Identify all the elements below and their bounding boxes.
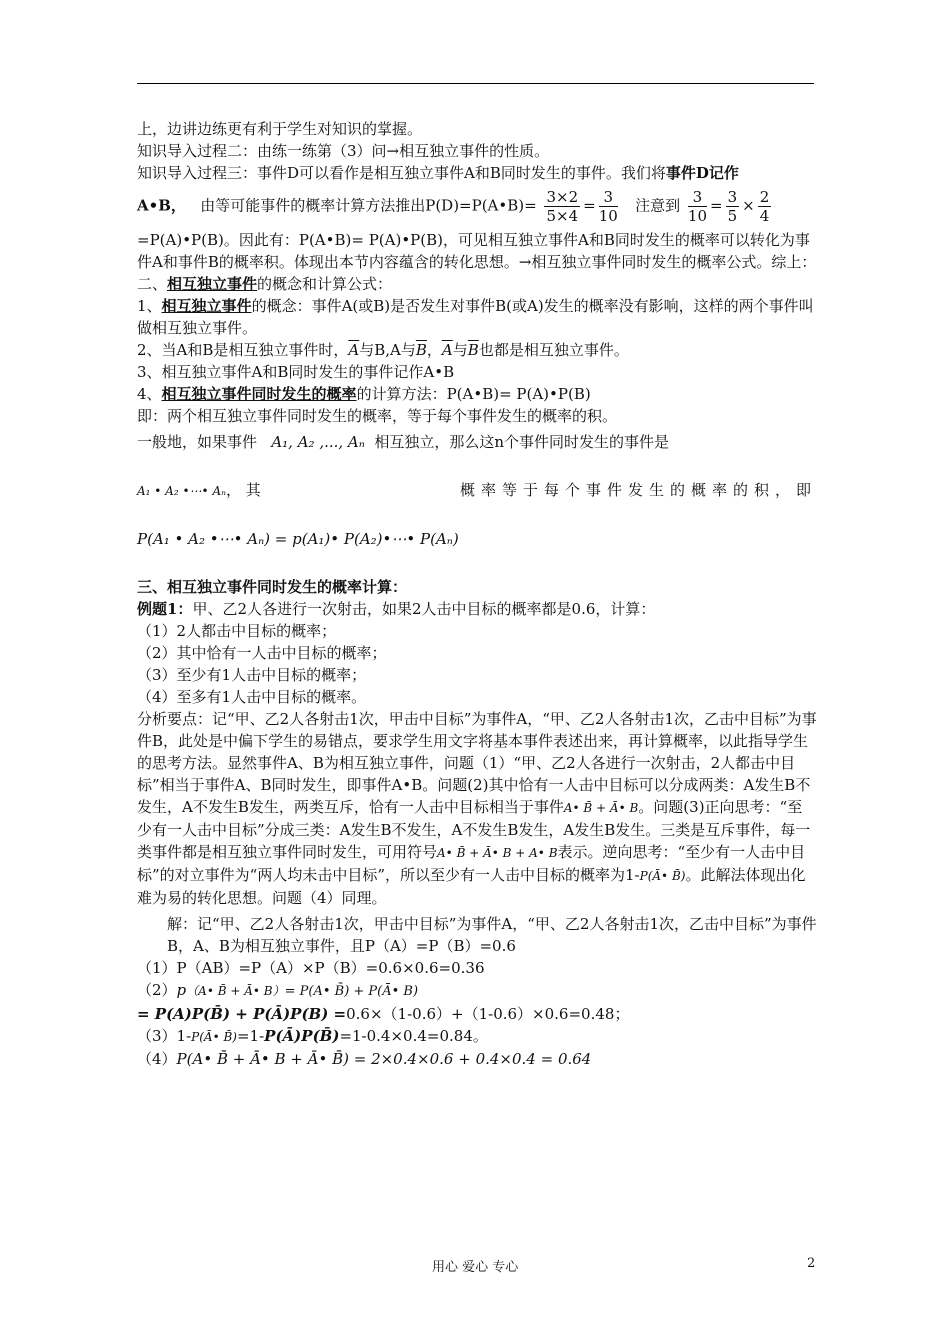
math-expression: P(Ā)P(B̄)	[264, 1027, 340, 1045]
list-item: 4、相互独立事件同时发生的概率的计算方法：P(A•B)= P(A)•P(B)	[137, 385, 591, 403]
paragraph-line: 上，边讲边练更有利于学生对知识的掌握。	[137, 120, 423, 138]
question: （3）至少有1人击中目标的概率；	[137, 666, 367, 684]
paragraph-line: A₁ • A₂ •⋯• Aₙ， 其 概率等于每个事件发生的概率的积，即	[137, 481, 817, 499]
analysis-paragraph: 分析要点：记“甲、乙2人各射击1次，甲击中目标”为事件A，“甲、乙2人各射击1次，乙击中目标”为事件B，此处是中偏下学生的易错点，要求学生用文字将基本事件表述出来，再计算概率，以此指导学生的思考方法。显然事件A、B为相互独立事件，问题（1）“甲、乙2人各进行一次射击，2人都击中目标”相当于事件A、B同时发生，即事件A•B。问题(2)其中恰有一人击中目标可以分成两类：A发生B不发生，A不发生B发生，两类互斥，恰有一人击中目标相当于事件A• B̄ + Ā• B。问题(3)正向思考：“至少有一人击中目标”分成三类：A发生B不发生，A不发生B发生，A发生B发生。三类是互斥事件，每一类事件都是相互独立事件同时发生，可用符号A• B̄ + Ā• B + A• B表示。逆向思考：“至少有一人击中目标”的对立事件为“两人均未击中目标”，所以至少有一人击中目标的概率为1-P(Ā• B̄)。此解法体现出化难为易的转化思想。问题（4）同理。	[137, 710, 817, 907]
list-item: 3、相互独立事件A和B同时发生的事件记作A•B	[137, 363, 455, 381]
paragraph-line: A•B， 由等可能事件的概率计算方法推出P(D)=P(A•B)= $\frac{3\times 2}{5\times 4}$ = $\frac{3}{10}$ 注意到 $\frac{3}{10}$ = $\frac{3}{5}$ × $\frac{2}{4}$	[137, 188, 770, 225]
fraction: $\frac{3}{10}$	[687, 188, 707, 225]
text: 由等可能事件的概率计算方法推出P(D)=P(A•B)=	[200, 196, 537, 215]
paragraph: =P(A)•P(B)。因此有：P(A•B)= P(A)•P(B)，可见相互独立事件A和B同时发生的概率可以转化为事件A和事件B的概率积。体现出本节内容蕴含的转化思想。→相互独立事件同时发生的概率公式。综上：	[137, 231, 817, 271]
question: （4）至多有1人击中目标的概率。	[137, 688, 367, 706]
list-item: 2、当A和B是相互独立事件时，$\overline{A}$与B,A与$\overline{B}$，$\overline{A}$与$\overline{B}$也都是相互独立事件。	[137, 341, 629, 359]
paragraph-line: 即：两个相互独立事件同时发生的概率，等于每个事件发生的概率的积。	[137, 407, 618, 425]
math-expression: = P(A)P(B̄) + P(Ā)P(B) =	[137, 1005, 347, 1023]
result-line: = P(A)P(B̄) + P(Ā)P(B) =0.6×（1-0.6）+（1-0.6）×0.6=0.48；	[137, 1005, 630, 1023]
bold-text: 事件D记作	[665, 164, 739, 182]
document-body	[137, 118, 817, 1070]
section-heading: 二、相互独立事件的概念和计算公式：	[137, 275, 393, 293]
math-symbol: $\overline{B}$	[467, 341, 479, 359]
math-symbol: $\overline{A}$	[348, 341, 360, 359]
paragraph-line	[137, 162, 817, 184]
math-expression: = P(A• B̄) + P(Ā• B)	[284, 984, 419, 999]
underlined-term: 相互独立事件	[161, 297, 252, 315]
fraction: $\frac{3}{5}$	[727, 188, 738, 225]
math-symbol: $\overline{B}$	[415, 341, 427, 359]
math-expression: A• B̄ + Ā• B	[563, 801, 639, 815]
math-expression: P(Ā• B̄)	[191, 1030, 237, 1044]
text: 注意到	[635, 196, 681, 215]
result-line: （2）p（A• B̄ + Ā• B）= P(A• B̄) + P(Ā• B)	[137, 981, 419, 999]
result-line: （4）P(A• B̄ + Ā• B + Ā• B̄) = 2×0.4×0.6 + 0.4×0.4 = 0.64	[137, 1050, 592, 1068]
math-product: A₁ • A₂ •⋯• Aₙ	[137, 484, 226, 498]
math-expression: A• B̄ + Ā• B + A• B	[437, 846, 558, 860]
question: （1）2人都击中目标的概率；	[137, 622, 337, 640]
fraction: $\frac{3}{10}$	[598, 188, 618, 225]
math-sequence: A₁, A₂ ,..., Aₙ	[271, 433, 365, 451]
paragraph-line: 知识导入过程二：由练一练第（3）问→相互独立事件的性质。	[137, 142, 550, 160]
list-item: 1、相互独立事件的概念：事件A(或B)是否发生对事件B(或A)发生的概率没有影响，这样的两个事件叫做相互独立事件。	[137, 297, 814, 337]
text: 知识导入过程三：事件D可以看作是相互独立事件A和B同时发生的事件。我们将	[137, 164, 666, 182]
result-line: （1）P（AB）=P（A）×P（B）=0.6×0.6=0.36	[137, 959, 485, 977]
underlined-term: 相互独立事件	[167, 275, 258, 293]
footer-text: 用心 爱心 专心	[432, 1260, 519, 1275]
math-formula: P(A₁ • A₂ •⋯• Aₙ) = p(A₁)• P(A₂)•⋯• P(Aₙ)	[137, 530, 459, 548]
example-line: 例题1：甲、乙2人各进行一次射击，如果2人击中目标的概率都是0.6，计算：	[137, 600, 656, 618]
math-expression: （A• B̄ + Ā• B）	[186, 984, 285, 998]
math-expression: P(A• B̄ + Ā• B + Ā• B̄) = 2×0.4×0.6 + 0.4×0.4 = 0.64	[176, 1050, 592, 1068]
fraction: $\frac{2}{4}$	[759, 188, 770, 225]
paragraph-line: 一般地，如果事件 A₁, A₂ ,..., Aₙ 相互独立，那么这n个事件同时发生的事件是	[137, 433, 670, 451]
underlined-term: 相互独立事件同时发生的概率	[161, 385, 357, 403]
result-line: （3）1-P(Ā• B̄)=1-P(Ā)P(B̄)=1-0.4×0.4=0.84。	[137, 1027, 488, 1045]
page-number: 2	[807, 1256, 816, 1271]
solution-paragraph: 解：记“甲、乙2人各射击1次，甲击中目标”为事件A，“甲、乙2人各射击1次，乙击中目标”为事件B，A、B为相互独立事件，且P（A）=P（B）=0.6	[167, 915, 817, 955]
fraction: $\frac{3\times 2}{5\times 4}$	[546, 188, 579, 225]
bold-text: A•B，	[137, 196, 186, 215]
header-rule	[137, 83, 814, 84]
math-symbol: $\overline{A}$	[441, 341, 453, 359]
math-expression: P(Ā• B̄)	[639, 869, 686, 883]
section-heading: 三、相互独立事件同时发生的概率计算：	[137, 578, 408, 596]
question: （2）其中恰有一人击中目标的概率；	[137, 644, 387, 662]
